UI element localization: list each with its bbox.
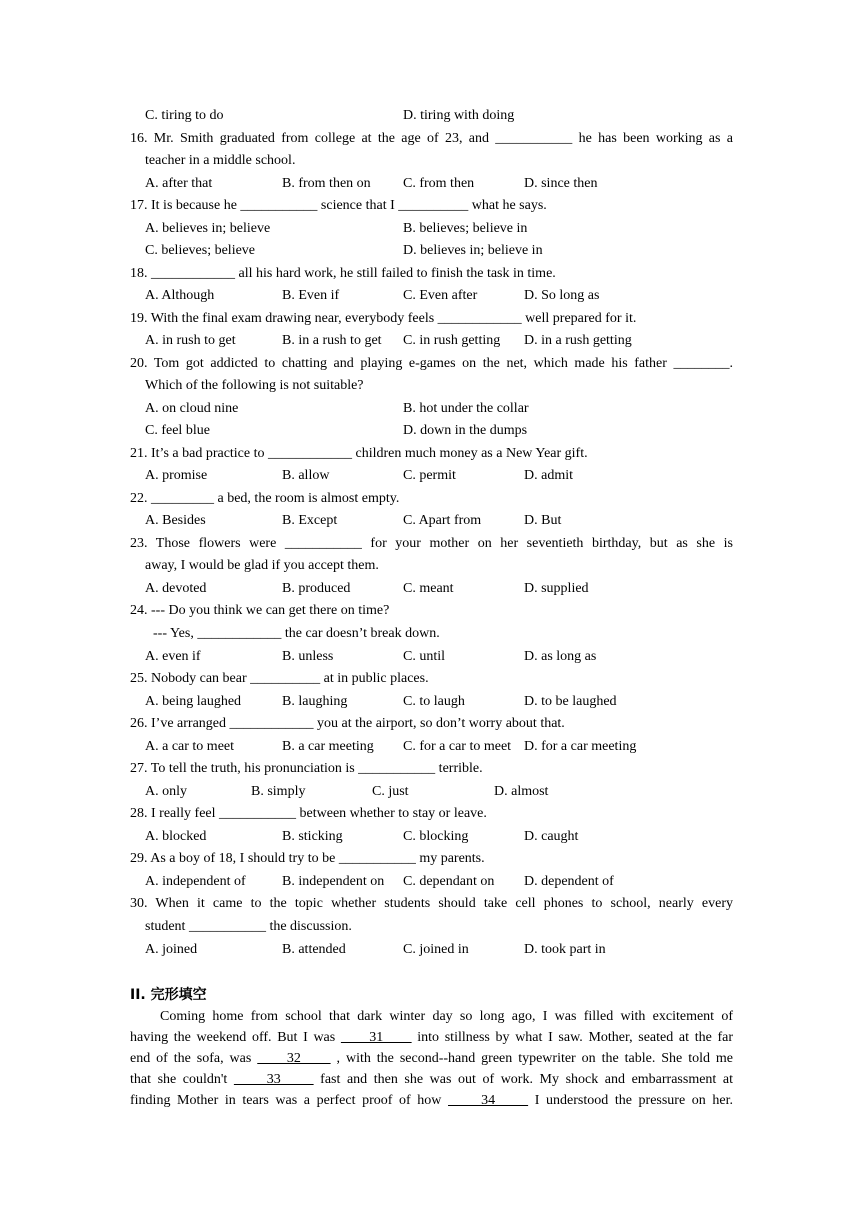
q24-stem-cont: --- Yes, ____________ the car doesn’t break down.	[153, 626, 440, 641]
q15-option-c: C. tiring to do	[145, 108, 224, 123]
q16-stem-cont: teacher in a middle school.	[145, 153, 296, 168]
q24-options	[0, 647, 860, 667]
q21-option-d: D. admit	[524, 468, 573, 483]
q26-option-c: C. for a car to meet	[403, 739, 512, 754]
passage-line-5	[130, 1091, 733, 1111]
q23-option-a: A. devoted	[145, 581, 207, 596]
q19-option-b: B. in a rush to get	[282, 333, 382, 348]
q28-options	[0, 827, 860, 847]
q16-stem: 16. Mr. Smith graduated from college at the age of 23, and ___________ he has been working as a	[130, 131, 733, 146]
q16-option-c: C. from then	[403, 176, 475, 191]
q19-option-c: C. in rush getting	[403, 333, 501, 348]
q24-stem: 24. --- Do you think we can get there on time?	[130, 603, 390, 618]
blank-31: 31	[340, 1030, 412, 1045]
q24-option-d: D. as long as	[524, 649, 597, 664]
q18-options	[0, 286, 860, 306]
q27-option-a: A. only	[145, 784, 187, 799]
section-heading-cloze: II. 完形填空	[130, 987, 207, 1003]
q25-option-d: D. to be laughed	[524, 694, 617, 709]
q18-option-a: A. Although	[145, 288, 215, 303]
q30-option-c: C. joined in	[403, 942, 469, 957]
q29-options	[0, 872, 860, 892]
q20-option-b: B. hot under the collar	[403, 401, 529, 416]
q22-stem: 22. _________ a bed, the room is almost empty.	[130, 491, 400, 506]
passage-text: that she couldn't	[130, 1072, 234, 1087]
q24-option-c: C. until	[403, 649, 446, 664]
q20-options-ab	[0, 399, 860, 419]
q25-option-c: C. to laugh	[403, 694, 465, 709]
q29-option-a: A. independent of	[145, 874, 246, 889]
q22-option-b: B. Except	[282, 513, 338, 528]
q29-option-b: B. independent on	[282, 874, 385, 889]
q25-option-b: B. laughing	[282, 694, 348, 709]
q21-option-b: B. allow	[282, 468, 330, 483]
q20-option-d: D. down in the dumps	[403, 423, 528, 438]
q28-stem: 28. I really feel ___________ between whether to stay or leave.	[130, 806, 487, 821]
q23-option-d: D. supplied	[524, 581, 589, 596]
q18-option-b: B. Even if	[282, 288, 340, 303]
passage-text: end of the sofa, was	[130, 1051, 258, 1066]
passage-line-2	[130, 1028, 733, 1048]
q20-option-a: A. on cloud nine	[145, 401, 239, 416]
q27-option-b: B. simply	[251, 784, 306, 799]
q22-option-d: D. But	[524, 513, 562, 528]
q29-option-d: D. dependent of	[524, 874, 614, 889]
q26-stem: 26. I’ve arranged ____________ you at the airport, so don’t worry about that.	[130, 716, 565, 731]
q28-option-c: C. blocking	[403, 829, 469, 844]
q23-option-b: B. produced	[282, 581, 351, 596]
q21-options	[0, 466, 860, 486]
q21-option-c: C. permit	[403, 468, 456, 483]
passage-line-1: Coming home from school that dark winter day so long ago, I was filled with excitement of	[160, 1009, 733, 1024]
q30-option-a: A. joined	[145, 942, 198, 957]
q22-option-a: A. Besides	[145, 513, 206, 528]
q21-stem: 21. It’s a bad practice to ____________ children much money as a New Year gift.	[130, 446, 588, 461]
q25-option-a: A. being laughed	[145, 694, 242, 709]
q27-options	[0, 782, 860, 802]
q15-option-d: D. tiring with doing	[403, 108, 515, 123]
q19-options	[0, 331, 860, 351]
q18-option-c: C. Even after	[403, 288, 478, 303]
passage-text: into stillness by what I saw. Mother, seated at the far	[411, 1030, 734, 1045]
q22-options	[0, 511, 860, 531]
q30-options	[0, 940, 860, 960]
passage-text: having the weekend off. But I was	[130, 1030, 341, 1045]
q29-stem: 29. As a boy of 18, I should try to be ___________ my parents.	[130, 851, 485, 866]
q25-options	[0, 692, 860, 712]
blank-32: 32	[257, 1051, 331, 1066]
q16-options	[0, 174, 860, 194]
q18-stem: 18. ____________ all his hard work, he still failed to finish the task in time.	[130, 266, 556, 281]
q18-option-d: D. So long as	[524, 288, 600, 303]
q17-option-a: A. believes in; believe	[145, 221, 271, 236]
q20-options-cd	[0, 421, 860, 441]
q23-options	[0, 579, 860, 599]
blank-34: 34	[448, 1093, 529, 1108]
passage-line-4	[130, 1070, 733, 1090]
q17-options-cd	[0, 241, 860, 261]
q17-options-ab	[0, 219, 860, 239]
q30-option-b: B. attended	[282, 942, 346, 957]
q20-option-c: C. feel blue	[145, 423, 210, 438]
q17-stem: 17. It is because he ___________ science that I __________ what he says.	[130, 198, 547, 213]
q28-option-b: B. sticking	[282, 829, 343, 844]
q30-option-d: D. took part in	[524, 942, 606, 957]
q24-option-b: B. unless	[282, 649, 334, 664]
q26-option-b: B. a car meeting	[282, 739, 374, 754]
passage-text: I understood the pressure on her.	[528, 1093, 733, 1108]
q23-stem: 23. Those flowers were ___________ for your mother on her seventieth birthday, but as she is	[130, 536, 733, 551]
q27-option-c: C. just	[372, 784, 409, 799]
q15-options-cd	[0, 106, 860, 126]
q26-option-a: A. a car to meet	[145, 739, 235, 754]
q17-option-c: C. believes; believe	[145, 243, 256, 258]
passage-text: finding Mother in tears was a perfect proof of how	[130, 1093, 449, 1108]
passage-text: , with the second--hand green typewriter on the table. She told me	[330, 1051, 734, 1066]
q29-option-c: C. dependant on	[403, 874, 495, 889]
q19-option-d: D. in a rush getting	[524, 333, 632, 348]
q24-option-a: A. even if	[145, 649, 201, 664]
q23-option-c: C. meant	[403, 581, 454, 596]
q30-stem-cont: student ___________ the discussion.	[145, 919, 352, 934]
q28-option-a: A. blocked	[145, 829, 207, 844]
passage-line-3	[130, 1049, 733, 1069]
q30-stem: 30. When it came to the topic whether students should take cell phones to school, nearly every	[130, 896, 733, 911]
q25-stem: 25. Nobody can bear __________ at in public places.	[130, 671, 429, 686]
q16-option-a: A. after that	[145, 176, 213, 191]
q20-stem: 20. Tom got addicted to chatting and playing e-games on the net, which made his father ________.	[130, 356, 733, 371]
q26-options	[0, 737, 860, 757]
q17-option-d: D. believes in; believe in	[403, 243, 543, 258]
q19-option-a: A. in rush to get	[145, 333, 236, 348]
q26-option-d: D. for a car meeting	[524, 739, 637, 754]
q23-stem-cont: away, I would be glad if you accept them.	[145, 558, 379, 573]
q16-option-d: D. since then	[524, 176, 598, 191]
q16-option-b: B. from then on	[282, 176, 371, 191]
q19-stem: 19. With the final exam drawing near, everybody feels ____________ well prepared for it.	[130, 311, 637, 326]
q21-option-a: A. promise	[145, 468, 208, 483]
q17-option-b: B. believes; believe in	[403, 221, 528, 236]
passage-text: fast and then she was out of work. My shock and embarrassment at	[313, 1072, 734, 1087]
q27-stem: 27. To tell the truth, his pronunciation is ___________ terrible.	[130, 761, 483, 776]
q22-option-c: C. Apart from	[403, 513, 482, 528]
q28-option-d: D. caught	[524, 829, 579, 844]
blank-33: 33	[233, 1072, 314, 1087]
q20-stem-cont: Which of the following is not suitable?	[145, 378, 364, 393]
q27-option-d: D. almost	[494, 784, 549, 799]
